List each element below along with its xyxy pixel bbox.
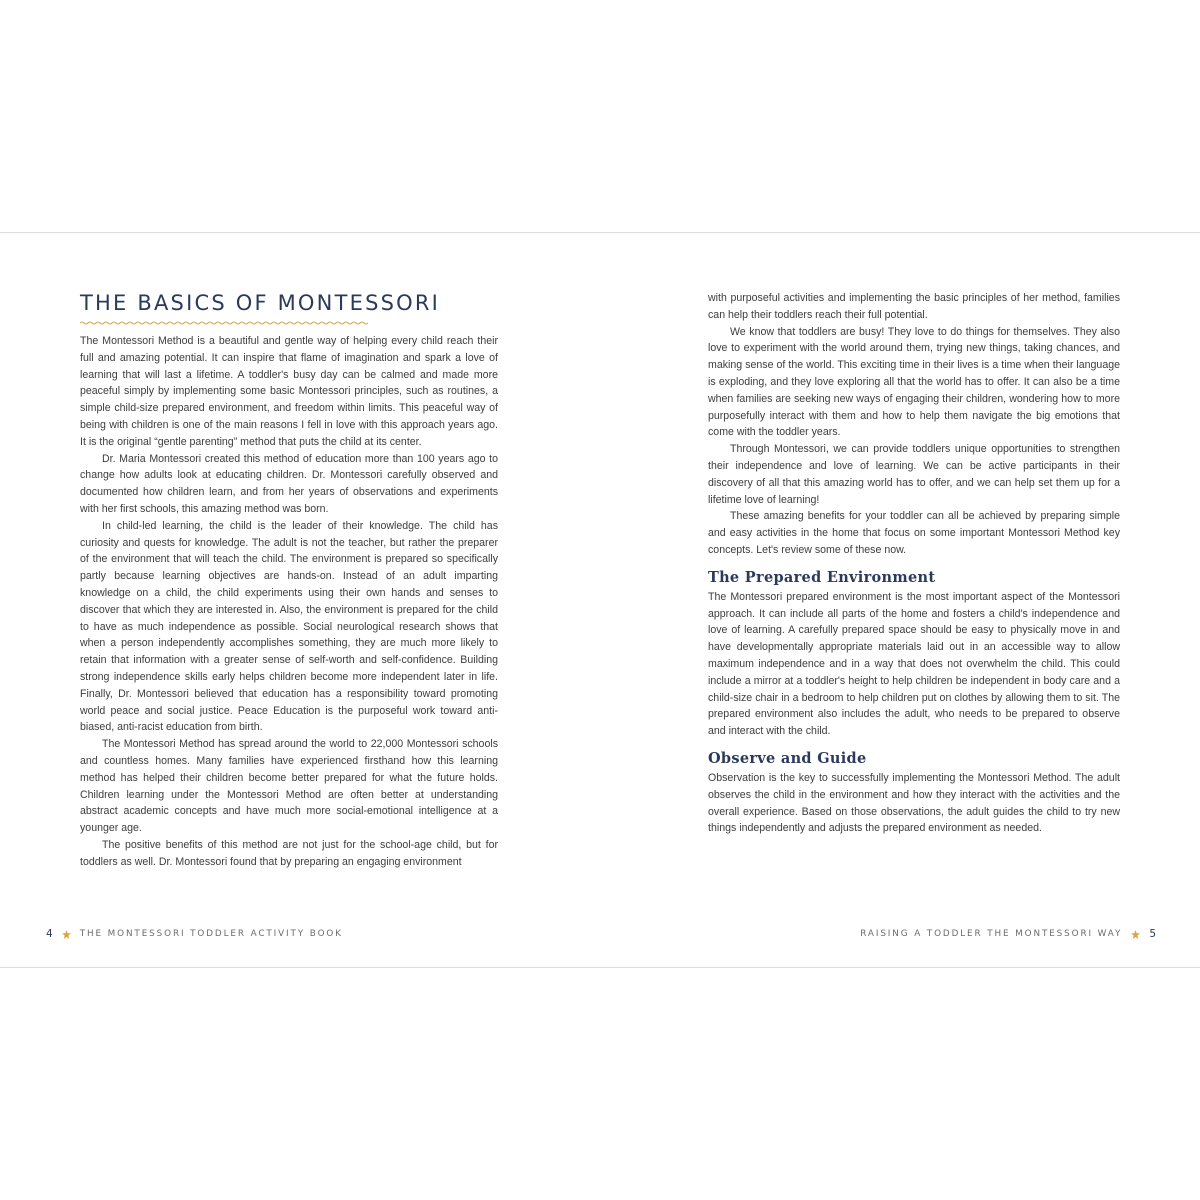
body-paragraph: These amazing benefits for your toddler can all be achieved by preparing simple and easy activities in the home that focus on some important Montessori Method key concepts. Let's review some of these now.	[708, 510, 1120, 556]
right-page	[600, 233, 1200, 967]
right-footer	[860, 928, 1156, 940]
left-footer	[46, 928, 343, 940]
body-paragraph: The Montessori Method is a beautiful and gentle way of helping every child reach their full and amazing potential. It can inspire that flame of imagination and spark a love of learning that will last a lifetime. A toddler's busy day can be calmed and made more peaceful simply by implementing some basic Montessori principles, such as routines, a simple child-size prepared environment, and freedom within limits. This peaceful way of being with children is one of the main reasons I fell in love with this approach years ago. It is the original “gentle parenting” method that puts the child at its center.	[80, 335, 498, 448]
body-paragraph: In child-led learning, the child is the leader of their knowledge. The child has curiosity and quests for knowledge. The adult is not the teacher, but rather the preparer of the environment that will teach the child. The environment is prepared so specifically partly because learning objectives are hands-on. Instead of an adult imparting knowledge on a child, the child experiments using their own hands and senses to discover that which they are interested in. Also, the environment is prepared for the child to have as much independence as possible. Social neurological research shows that when a person independently accomplishes something, they are much more likely to retain that information with a greater sense of self-worth and self-confidence. Building strong independence skills early helps children become more independent later in life. Finally, Dr. Montessori believed that education has a responsibility toward promoting world peace and social justice. Peace Education is the purposeful work toward anti-biased, anti-racist education from birth.	[80, 519, 498, 734]
page-number: 5	[1149, 928, 1156, 940]
body-paragraph: Dr. Maria Montessori created this method of education more than 100 years ago to change how adults look at educating children. Dr. Montessori carefully observed and documented how children learn, and from her years of observations and experiments with her first schools, this amazing method was born.	[80, 452, 498, 515]
body-paragraph: with purposeful activities and implementing the basic principles of her method, families can help their toddlers reach their full potential.	[708, 292, 1120, 321]
right-body	[708, 290, 1120, 837]
running-title: RAISING A TODDLER THE MONTESSORI WAY	[860, 929, 1123, 939]
running-title: THE MONTESSORI TODDLER ACTIVITY BOOK	[79, 929, 343, 939]
section-heading-observe-and-guide: Observe and Guide	[708, 749, 867, 767]
page-number: 4	[46, 928, 53, 940]
star-icon	[1131, 930, 1140, 939]
book-spread	[0, 232, 1200, 968]
section-text: Observation is the key to successfully implementing the Montessori Method. The adult observes the child in the environment and how they interact with the activities and the overall experience. Based on those observations, the adult guides the child to try new things independently and adjusts the prepared environment as needed.	[708, 771, 1120, 835]
left-body	[80, 333, 498, 871]
wave-rule	[80, 321, 368, 325]
section-heading-prepared-environment: The Prepared Environment	[708, 568, 936, 586]
left-page	[0, 233, 600, 967]
star-icon	[62, 930, 71, 939]
body-paragraph: The positive benefits of this method are not just for the school-age child, but for toddlers as well. Dr. Montessori found that by preparing an engaging environment	[80, 838, 498, 868]
page-title: THE BASICS OF MONTESSORI	[80, 291, 441, 315]
body-paragraph: The Montessori Method has spread around the world to 22,000 Montessori schools and countless homes. Many families have experienced firsthand how this learning method has helped their children become better prepared for what the future holds. Children learning under the Montessori Method are often better at understanding abstract academic concepts and have much more social-emotional intelligence at a younger age.	[80, 738, 498, 835]
body-paragraph: We know that toddlers are busy! They love to do things for themselves. They also love to experiment with the world around them, trying new things, taking chances, and making sense of the world. This exciting time in their lives is a time when their language is exploding, and they love exploring all that the world has to offer. It can also be a time when families are seeking new ways of engaging their children, wondering how to more purposefully interact with them and how to help them navigate the big emotions that come with the toddler years.	[708, 325, 1120, 439]
section-text: The Montessori prepared environment is the most important aspect of the Montessori approach. It can include all parts of the home and fosters a child's independence and love of learning. A carefully prepared space should be easy to physically move in and have developmentally appropriate materials laid out in an accessible way to allow maximum independence and in a way that does not overwhelm the child. This could include a mirror at a toddler's height to help children be independent in body care and a child-size chair in a bedroom to help children put on clothes by allowing them to sit. The prepared environment also includes the adult, who needs to be prepared to observe and interact with the child.	[708, 590, 1120, 738]
body-paragraph: Through Montessori, we can provide toddlers unique opportunities to strengthen their independence and love of learning. We can be active participants in their discovery of all that this amazing world has to offer, and we can help set them up for a lifetime love of learning!	[708, 443, 1120, 506]
